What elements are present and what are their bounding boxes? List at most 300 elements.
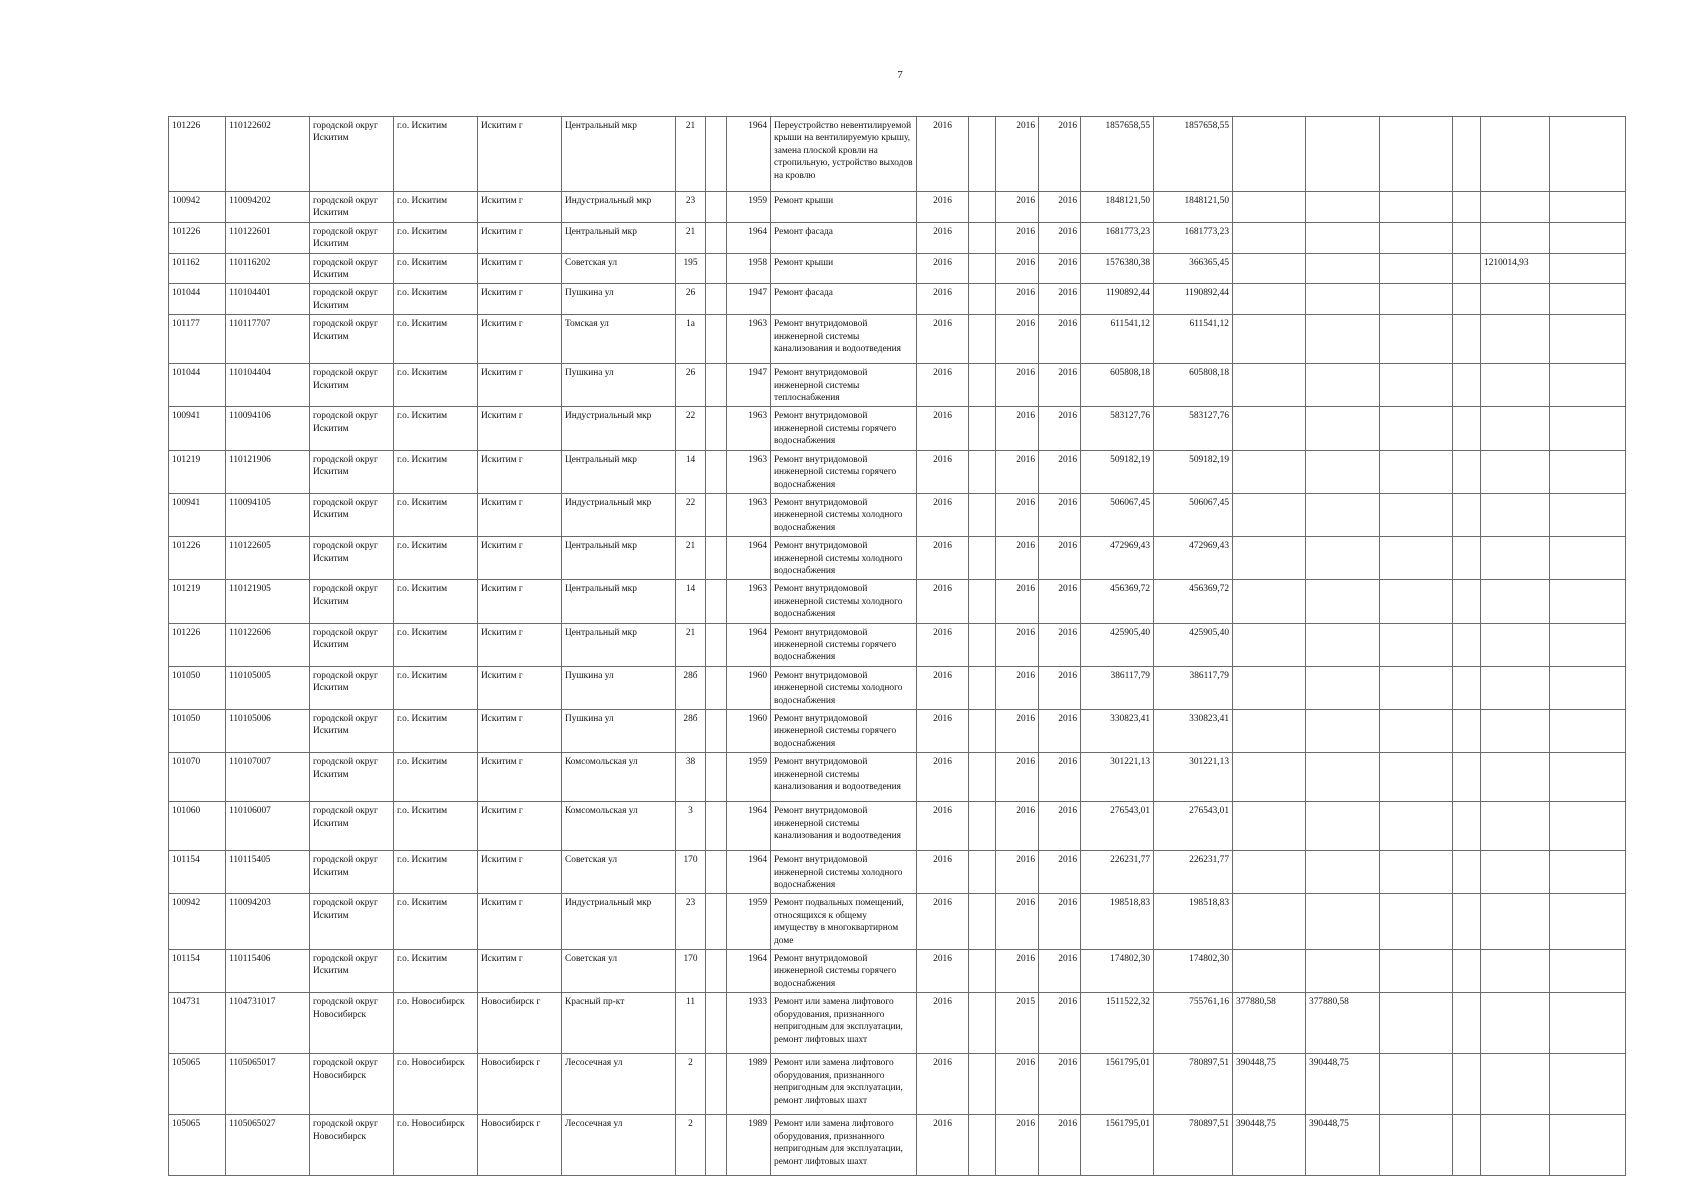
cell-start-year: 2016 xyxy=(996,666,1039,709)
cell-street: Центральный мкр xyxy=(562,537,676,580)
table-row xyxy=(169,364,1626,407)
cell-fund-cost: 509182,19 xyxy=(1154,450,1233,493)
cell-end-year: 2016 xyxy=(1039,315,1081,364)
cell-extra-col-c xyxy=(1550,364,1626,407)
cell-extra-col-c xyxy=(1550,580,1626,623)
cell-house-number: 38 xyxy=(676,753,706,802)
cell-municipality: городской округ Искитим xyxy=(310,580,394,623)
cell-house-number: 3 xyxy=(676,802,706,851)
cell-end-year: 2016 xyxy=(1039,450,1081,493)
cell-extra-col-a xyxy=(1380,537,1453,580)
cell-total-cost: 330823,41 xyxy=(1081,710,1154,753)
cell-end-year: 2016 xyxy=(1039,851,1081,894)
cell-owner-cost xyxy=(1481,710,1550,753)
cell-budget-cost-a xyxy=(1233,950,1306,993)
cell-municipality-short: г.о. Искитим xyxy=(394,710,478,753)
cell-building-number xyxy=(706,1115,727,1176)
cell-build-year: 1964 xyxy=(727,950,771,993)
cell-budget-cost-a xyxy=(1233,192,1306,223)
cell-municipality: городской округ Искитим xyxy=(310,950,394,993)
cell-settlement: Искитим г xyxy=(478,117,562,192)
cell-house-id: 101219 xyxy=(169,580,226,623)
cell-street: Индустриальный мкр xyxy=(562,192,676,223)
cell-fund-cost: 301221,13 xyxy=(1154,753,1233,802)
cell-end-year: 2016 xyxy=(1039,1054,1081,1115)
cell-owner-cost xyxy=(1481,493,1550,536)
cell-build-year: 1963 xyxy=(727,493,771,536)
cell-house-number: 21 xyxy=(676,117,706,192)
cell-work-type: Ремонт подвальных помещений, относящихся к общему имуществу в многоквартирном доме xyxy=(771,894,917,950)
table-row xyxy=(169,623,1626,666)
cell-build-year: 1964 xyxy=(727,623,771,666)
cell-municipality: городской округ Новосибирск xyxy=(310,993,394,1054)
cell-budget-cost-b xyxy=(1306,753,1380,802)
cell-end-year: 2016 xyxy=(1039,192,1081,223)
cell-plan-year: 2016 xyxy=(917,407,969,450)
cell-building-number xyxy=(706,253,727,284)
cell-building-number xyxy=(706,894,727,950)
cell-budget-cost-a xyxy=(1233,315,1306,364)
cell-extra-col-b xyxy=(1453,222,1481,253)
cell-fund-cost: 506067,45 xyxy=(1154,493,1233,536)
cell-building-number xyxy=(706,117,727,192)
cell-street: Индустриальный мкр xyxy=(562,407,676,450)
cell-extra-col-b xyxy=(1453,315,1481,364)
cell-build-year: 1963 xyxy=(727,407,771,450)
cell-building-number xyxy=(706,192,727,223)
cell-extra-col-c xyxy=(1550,753,1626,802)
cell-municipality-short: г.о. Искитим xyxy=(394,851,478,894)
cell-budget-cost-a xyxy=(1233,493,1306,536)
cell-house-number: 11 xyxy=(676,993,706,1054)
cell-extra-col-c xyxy=(1550,315,1626,364)
cell-house-id: 101044 xyxy=(169,284,226,315)
cell-work-id: 110121906 xyxy=(226,450,310,493)
cell-municipality-short: г.о. Искитим xyxy=(394,253,478,284)
cell-extra-col-b xyxy=(1453,950,1481,993)
cell-work-type: Ремонт внутридомовой инженерной системы холодного водоснабжения xyxy=(771,666,917,709)
cell-total-cost: 509182,19 xyxy=(1081,450,1154,493)
cell-extra-col-a xyxy=(1380,851,1453,894)
cell-municipality-short: г.о. Искитим xyxy=(394,407,478,450)
cell-building-number xyxy=(706,1054,727,1115)
cell-start-year: 2016 xyxy=(996,284,1039,315)
cell-total-cost: 1561795,01 xyxy=(1081,1115,1154,1176)
cell-plan-year: 2016 xyxy=(917,450,969,493)
cell-owner-cost xyxy=(1481,450,1550,493)
cell-extra-col-c xyxy=(1550,450,1626,493)
cell-total-cost: 1190892,44 xyxy=(1081,284,1154,315)
cell-house-number: 1а xyxy=(676,315,706,364)
cell-municipality: городской округ Искитим xyxy=(310,753,394,802)
cell-blank-col xyxy=(969,993,996,1054)
cell-work-id: 110094105 xyxy=(226,493,310,536)
cell-owner-cost xyxy=(1481,993,1550,1054)
cell-municipality: городской округ Искитим xyxy=(310,407,394,450)
cell-blank-col xyxy=(969,253,996,284)
cell-house-number: 195 xyxy=(676,253,706,284)
cell-build-year: 1964 xyxy=(727,117,771,192)
cell-total-cost: 276543,01 xyxy=(1081,802,1154,851)
cell-street: Советская ул xyxy=(562,851,676,894)
cell-owner-cost xyxy=(1481,117,1550,192)
cell-municipality: городской округ Искитим xyxy=(310,493,394,536)
cell-extra-col-b xyxy=(1453,253,1481,284)
cell-budget-cost-b xyxy=(1306,315,1380,364)
cell-build-year: 1989 xyxy=(727,1115,771,1176)
cell-owner-cost xyxy=(1481,666,1550,709)
cell-work-type: Переустройство невентилируемой крыши на вентилируемую крышу, замена плоской кровли на стропильную, устройство выходов на кровлю xyxy=(771,117,917,192)
cell-plan-year: 2016 xyxy=(917,851,969,894)
cell-end-year: 2016 xyxy=(1039,407,1081,450)
cell-settlement: Новосибирск г xyxy=(478,1115,562,1176)
cell-budget-cost-b xyxy=(1306,894,1380,950)
cell-start-year: 2016 xyxy=(996,192,1039,223)
cell-house-number: 26 xyxy=(676,364,706,407)
cell-build-year: 1959 xyxy=(727,894,771,950)
table-row xyxy=(169,993,1626,1054)
table-row xyxy=(169,1054,1626,1115)
cell-start-year: 2016 xyxy=(996,315,1039,364)
cell-fund-cost: 456369,72 xyxy=(1154,580,1233,623)
cell-house-id: 104731 xyxy=(169,993,226,1054)
cell-blank-col xyxy=(969,315,996,364)
cell-extra-col-b xyxy=(1453,537,1481,580)
cell-work-id: 110107007 xyxy=(226,753,310,802)
table-row xyxy=(169,222,1626,253)
cell-extra-col-b xyxy=(1453,894,1481,950)
table-row xyxy=(169,117,1626,192)
cell-building-number xyxy=(706,222,727,253)
cell-municipality-short: г.о. Искитим xyxy=(394,894,478,950)
cell-budget-cost-b xyxy=(1306,450,1380,493)
cell-owner-cost xyxy=(1481,1054,1550,1115)
cell-budget-cost-a xyxy=(1233,537,1306,580)
cell-house-id: 101154 xyxy=(169,950,226,993)
cell-owner-cost xyxy=(1481,407,1550,450)
cell-fund-cost: 330823,41 xyxy=(1154,710,1233,753)
cell-fund-cost: 198518,83 xyxy=(1154,894,1233,950)
cell-extra-col-b xyxy=(1453,1054,1481,1115)
cell-work-id: 110117707 xyxy=(226,315,310,364)
cell-plan-year: 2016 xyxy=(917,950,969,993)
cell-house-id: 101226 xyxy=(169,117,226,192)
cell-house-id: 100941 xyxy=(169,407,226,450)
cell-owner-cost xyxy=(1481,894,1550,950)
page-number: 7 xyxy=(897,69,903,81)
cell-extra-col-a xyxy=(1380,666,1453,709)
cell-budget-cost-a xyxy=(1233,450,1306,493)
cell-end-year: 2016 xyxy=(1039,580,1081,623)
cell-house-id: 100942 xyxy=(169,894,226,950)
cell-work-type: Ремонт или замена лифтового оборудования, признанного непригодным для эксплуатации, ремонт лифтовых шахт xyxy=(771,1115,917,1176)
cell-municipality: городской округ Искитим xyxy=(310,710,394,753)
cell-end-year: 2016 xyxy=(1039,222,1081,253)
cell-extra-col-c xyxy=(1550,623,1626,666)
cell-blank-col xyxy=(969,580,996,623)
cell-building-number xyxy=(706,623,727,666)
cell-owner-cost xyxy=(1481,537,1550,580)
cell-extra-col-a xyxy=(1380,580,1453,623)
cell-extra-col-b xyxy=(1453,117,1481,192)
cell-extra-col-b xyxy=(1453,407,1481,450)
cell-start-year: 2016 xyxy=(996,802,1039,851)
cell-budget-cost-b xyxy=(1306,364,1380,407)
cell-extra-col-a xyxy=(1380,802,1453,851)
cell-house-id: 101226 xyxy=(169,537,226,580)
cell-budget-cost-a xyxy=(1233,802,1306,851)
cell-house-id: 105065 xyxy=(169,1054,226,1115)
cell-municipality: городской округ Новосибирск xyxy=(310,1054,394,1115)
cell-extra-col-b xyxy=(1453,851,1481,894)
cell-blank-col xyxy=(969,222,996,253)
cell-house-id: 101070 xyxy=(169,753,226,802)
cell-street: Томская ул xyxy=(562,315,676,364)
cell-municipality: городской округ Новосибирск xyxy=(310,1115,394,1176)
cell-blank-col xyxy=(969,666,996,709)
cell-municipality: городской округ Искитим xyxy=(310,450,394,493)
cell-build-year: 1959 xyxy=(727,192,771,223)
cell-street: Индустриальный мкр xyxy=(562,493,676,536)
cell-start-year: 2016 xyxy=(996,407,1039,450)
cell-build-year: 1963 xyxy=(727,315,771,364)
cell-municipality-short: г.о. Искитим xyxy=(394,315,478,364)
cell-extra-col-b xyxy=(1453,364,1481,407)
cell-street: Комсомольская ул xyxy=(562,802,676,851)
cell-total-cost: 226231,77 xyxy=(1081,851,1154,894)
cell-budget-cost-a xyxy=(1233,364,1306,407)
cell-owner-cost xyxy=(1481,222,1550,253)
cell-plan-year: 2016 xyxy=(917,666,969,709)
cell-fund-cost: 366365,45 xyxy=(1154,253,1233,284)
cell-municipality: городской округ Искитим xyxy=(310,894,394,950)
cell-blank-col xyxy=(969,753,996,802)
table-row xyxy=(169,666,1626,709)
cell-work-type: Ремонт внутридомовой инженерной системы теплоснабжения xyxy=(771,364,917,407)
cell-start-year: 2016 xyxy=(996,710,1039,753)
cell-work-id: 1104731017 xyxy=(226,993,310,1054)
cell-municipality-short: г.о. Искитим xyxy=(394,802,478,851)
cell-extra-col-b xyxy=(1453,450,1481,493)
cell-extra-col-c xyxy=(1550,192,1626,223)
cell-municipality-short: г.о. Новосибирск xyxy=(394,993,478,1054)
cell-plan-year: 2016 xyxy=(917,802,969,851)
cell-work-id: 110122606 xyxy=(226,623,310,666)
cell-total-cost: 605808,18 xyxy=(1081,364,1154,407)
table-row xyxy=(169,537,1626,580)
cell-plan-year: 2016 xyxy=(917,192,969,223)
cell-end-year: 2016 xyxy=(1039,493,1081,536)
cell-work-type: Ремонт фасада xyxy=(771,222,917,253)
cell-extra-col-b xyxy=(1453,993,1481,1054)
cell-work-type: Ремонт внутридомовой инженерной системы холодного водоснабжения xyxy=(771,851,917,894)
cell-total-cost: 198518,83 xyxy=(1081,894,1154,950)
cell-start-year: 2016 xyxy=(996,1115,1039,1176)
cell-build-year: 1959 xyxy=(727,753,771,802)
cell-municipality: городской округ Искитим xyxy=(310,192,394,223)
cell-plan-year: 2016 xyxy=(917,894,969,950)
cell-extra-col-c xyxy=(1550,407,1626,450)
cell-extra-col-a xyxy=(1380,192,1453,223)
cell-end-year: 2016 xyxy=(1039,364,1081,407)
cell-municipality: городской округ Искитим xyxy=(310,623,394,666)
cell-building-number xyxy=(706,407,727,450)
cell-house-number: 28б xyxy=(676,666,706,709)
cell-owner-cost: 1210014,93 xyxy=(1481,253,1550,284)
cell-end-year: 2016 xyxy=(1039,253,1081,284)
cell-budget-cost-a xyxy=(1233,253,1306,284)
cell-settlement: Искитим г xyxy=(478,851,562,894)
cell-building-number xyxy=(706,993,727,1054)
cell-extra-col-a xyxy=(1380,894,1453,950)
cell-extra-col-b xyxy=(1453,580,1481,623)
cell-extra-col-a xyxy=(1380,710,1453,753)
cell-budget-cost-b: 377880,58 xyxy=(1306,993,1380,1054)
cell-extra-col-a xyxy=(1380,753,1453,802)
cell-blank-col xyxy=(969,284,996,315)
cell-street: Центральный мкр xyxy=(562,623,676,666)
cell-start-year: 2016 xyxy=(996,253,1039,284)
cell-house-number: 22 xyxy=(676,493,706,536)
table-row xyxy=(169,802,1626,851)
cell-extra-col-a xyxy=(1380,407,1453,450)
table-row xyxy=(169,851,1626,894)
table-row xyxy=(169,710,1626,753)
cell-building-number xyxy=(706,802,727,851)
cell-plan-year: 2016 xyxy=(917,623,969,666)
cell-municipality-short: г.о. Искитим xyxy=(394,753,478,802)
cell-house-id: 105065 xyxy=(169,1115,226,1176)
cell-extra-col-a xyxy=(1380,993,1453,1054)
cell-work-id: 110115405 xyxy=(226,851,310,894)
table-row xyxy=(169,450,1626,493)
cell-end-year: 2016 xyxy=(1039,537,1081,580)
cell-house-number: 28б xyxy=(676,710,706,753)
cell-house-id: 101162 xyxy=(169,253,226,284)
cell-fund-cost: 386117,79 xyxy=(1154,666,1233,709)
table-row xyxy=(169,493,1626,536)
cell-house-id: 101226 xyxy=(169,222,226,253)
cell-owner-cost xyxy=(1481,284,1550,315)
cell-settlement: Искитим г xyxy=(478,407,562,450)
cell-work-id: 110106007 xyxy=(226,802,310,851)
cell-start-year: 2016 xyxy=(996,222,1039,253)
cell-end-year: 2016 xyxy=(1039,993,1081,1054)
table-row xyxy=(169,192,1626,223)
cell-fund-cost: 174802,30 xyxy=(1154,950,1233,993)
cell-work-type: Ремонт внутридомовой инженерной системы холодного водоснабжения xyxy=(771,580,917,623)
cell-settlement: Искитим г xyxy=(478,753,562,802)
table-row xyxy=(169,580,1626,623)
cell-extra-col-a xyxy=(1380,950,1453,993)
cell-settlement: Искитим г xyxy=(478,580,562,623)
cell-fund-cost: 1848121,50 xyxy=(1154,192,1233,223)
cell-municipality: городской округ Искитим xyxy=(310,666,394,709)
cell-total-cost: 506067,45 xyxy=(1081,493,1154,536)
cell-build-year: 1963 xyxy=(727,450,771,493)
cell-start-year: 2016 xyxy=(996,753,1039,802)
cell-build-year: 1960 xyxy=(727,666,771,709)
cell-extra-col-c xyxy=(1550,1054,1626,1115)
cell-build-year: 1963 xyxy=(727,580,771,623)
cell-extra-col-a xyxy=(1380,450,1453,493)
cell-extra-col-c xyxy=(1550,666,1626,709)
cell-house-number: 21 xyxy=(676,222,706,253)
cell-municipality: городской округ Искитим xyxy=(310,284,394,315)
cell-fund-cost: 425905,40 xyxy=(1154,623,1233,666)
cell-budget-cost-b xyxy=(1306,222,1380,253)
cell-build-year: 1960 xyxy=(727,710,771,753)
cell-start-year: 2016 xyxy=(996,450,1039,493)
cell-plan-year: 2016 xyxy=(917,710,969,753)
cell-plan-year: 2016 xyxy=(917,993,969,1054)
cell-budget-cost-b xyxy=(1306,580,1380,623)
cell-settlement: Искитим г xyxy=(478,222,562,253)
cell-municipality-short: г.о. Искитим xyxy=(394,117,478,192)
cell-fund-cost: 780897,51 xyxy=(1154,1115,1233,1176)
cell-total-cost: 386117,79 xyxy=(1081,666,1154,709)
cell-budget-cost-a: 377880,58 xyxy=(1233,993,1306,1054)
cell-street: Комсомольская ул xyxy=(562,753,676,802)
table-row xyxy=(169,315,1626,364)
cell-municipality-short: г.о. Искитим xyxy=(394,450,478,493)
cell-settlement: Искитим г xyxy=(478,894,562,950)
cell-work-id: 110122601 xyxy=(226,222,310,253)
cell-total-cost: 1848121,50 xyxy=(1081,192,1154,223)
cell-work-type: Ремонт внутридомовой инженерной системы холодного водоснабжения xyxy=(771,537,917,580)
cell-total-cost: 611541,12 xyxy=(1081,315,1154,364)
cell-budget-cost-b xyxy=(1306,253,1380,284)
cell-extra-col-c xyxy=(1550,1115,1626,1176)
cell-end-year: 2016 xyxy=(1039,802,1081,851)
cell-budget-cost-b xyxy=(1306,493,1380,536)
cell-extra-col-a xyxy=(1380,117,1453,192)
cell-budget-cost-b xyxy=(1306,710,1380,753)
cell-municipality: городской округ Искитим xyxy=(310,117,394,192)
cell-building-number xyxy=(706,493,727,536)
cell-blank-col xyxy=(969,623,996,666)
cell-extra-col-b xyxy=(1453,666,1481,709)
cell-house-number: 22 xyxy=(676,407,706,450)
cell-fund-cost: 605808,18 xyxy=(1154,364,1233,407)
cell-work-id: 110121905 xyxy=(226,580,310,623)
cell-extra-col-c xyxy=(1550,894,1626,950)
cell-house-id: 101060 xyxy=(169,802,226,851)
cell-street: Центральный мкр xyxy=(562,450,676,493)
cell-municipality: городской округ Искитим xyxy=(310,315,394,364)
cell-blank-col xyxy=(969,117,996,192)
cell-start-year: 2016 xyxy=(996,623,1039,666)
cell-street: Лесосечная ул xyxy=(562,1115,676,1176)
repair-works-table xyxy=(168,116,1626,1176)
cell-budget-cost-a xyxy=(1233,851,1306,894)
cell-settlement: Искитим г xyxy=(478,315,562,364)
cell-budget-cost-a: 390448,75 xyxy=(1233,1054,1306,1115)
cell-building-number xyxy=(706,537,727,580)
cell-end-year: 2016 xyxy=(1039,117,1081,192)
cell-budget-cost-b xyxy=(1306,192,1380,223)
cell-total-cost: 456369,72 xyxy=(1081,580,1154,623)
cell-build-year: 1964 xyxy=(727,222,771,253)
cell-municipality-short: г.о. Новосибирск xyxy=(394,1054,478,1115)
cell-municipality-short: г.о. Искитим xyxy=(394,222,478,253)
cell-build-year: 1933 xyxy=(727,993,771,1054)
cell-building-number xyxy=(706,950,727,993)
cell-budget-cost-a xyxy=(1233,753,1306,802)
cell-building-number xyxy=(706,580,727,623)
cell-house-number: 170 xyxy=(676,950,706,993)
cell-building-number xyxy=(706,315,727,364)
